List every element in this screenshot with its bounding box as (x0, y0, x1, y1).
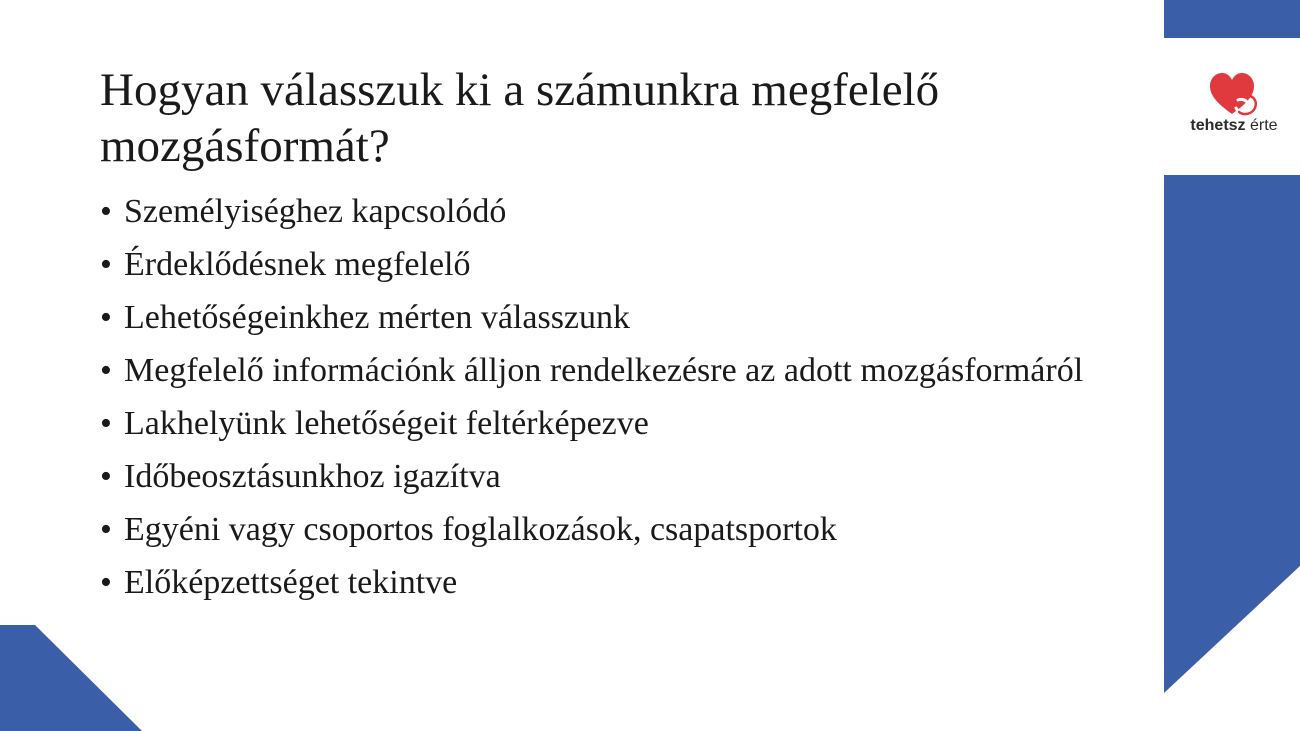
logo-text (1176, 116, 1292, 136)
bullet-item (100, 406, 1140, 442)
bullet-text: Megfelelő információnk álljon rendelkezésre az adott mozgásformáról (124, 352, 1084, 389)
bullet-marker: • (100, 564, 112, 601)
bullet-text: Érdeklődésnek megfelelő (124, 246, 471, 283)
bottom-left-blue-triangle (0, 625, 142, 731)
heart-logo-icon (1208, 70, 1262, 118)
bullet-marker: • (100, 511, 112, 548)
right-blue-ribbon (1164, 175, 1300, 693)
top-right-blue-bar (1164, 0, 1300, 38)
bullet-item (100, 459, 1140, 495)
bullet-text: Egyéni vagy csoportos foglalkozások, csapatsportok (124, 511, 837, 548)
tehetsz-erte-logo (1176, 70, 1292, 142)
bullet-marker: • (100, 405, 112, 442)
bullet-text: Lehetőségeinkhez mérten válasszunk (124, 299, 631, 336)
bullet-marker: • (100, 458, 112, 495)
bullet-text: Lakhelyünk lehetőségeit feltérképezve (124, 405, 649, 442)
bullet-item (100, 194, 1140, 230)
bullet-marker: • (100, 352, 112, 389)
bullet-marker: • (100, 193, 112, 230)
bullet-text: Előképzettséget tekintve (124, 564, 458, 601)
bullet-item (100, 247, 1140, 283)
bullet-item (100, 300, 1140, 336)
bullet-item (100, 565, 1140, 601)
logo-text-bold: tehetsz (1190, 117, 1246, 134)
bullet-list (100, 194, 1140, 618)
bullet-item (100, 512, 1140, 548)
bullet-item (100, 353, 1140, 389)
slide-title: Hogyan válasszuk ki a számunkra megfelelő mozgásformát? (100, 64, 940, 172)
logo-text-regular: érte (1245, 117, 1278, 134)
bullet-text: Személyiséghez kapcsolódó (124, 193, 507, 230)
bullet-marker: • (100, 246, 112, 283)
bullet-text: Időbeosztásunkhoz igazítva (124, 458, 501, 495)
bullet-marker: • (100, 299, 112, 336)
